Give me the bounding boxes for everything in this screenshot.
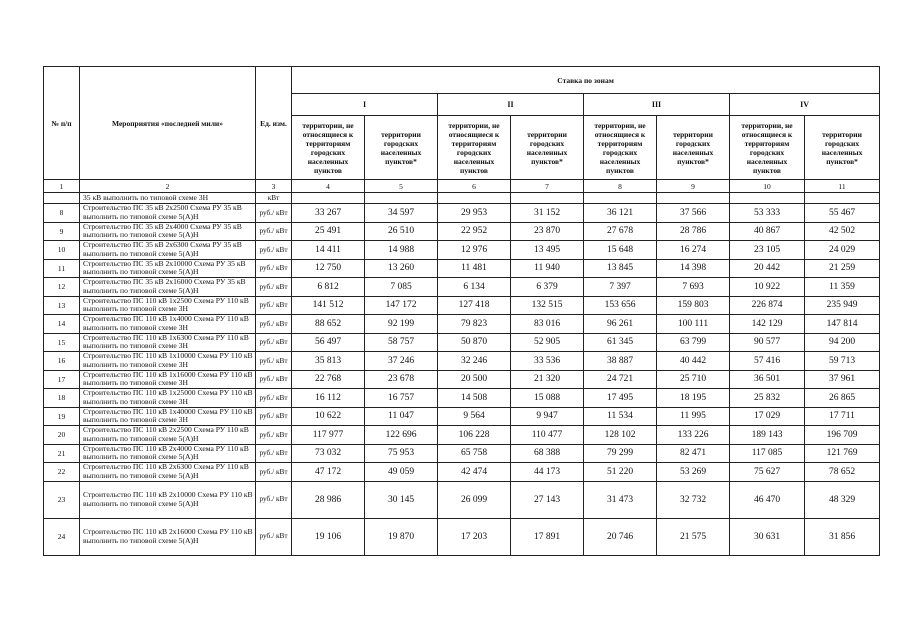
rate-cell: 27 678 bbox=[584, 222, 657, 241]
table-row bbox=[44, 426, 880, 445]
row-event-name: Строительство ПС 110 кВ 2x16000 Схема РУ 110 кВ выполнить по типовой схеме 5(А)Н bbox=[80, 518, 256, 555]
rate-cell: 90 577 bbox=[730, 333, 805, 352]
rate-cell: 6 379 bbox=[511, 278, 584, 297]
rate-cell: 48 329 bbox=[805, 481, 880, 518]
rate-cell: 57 416 bbox=[730, 352, 805, 371]
rate-cell: 46 470 bbox=[730, 481, 805, 518]
rate-cell: 159 803 bbox=[657, 296, 730, 315]
rate-cell: 28 986 bbox=[292, 481, 365, 518]
col-index: 4 bbox=[292, 180, 365, 193]
table-row bbox=[44, 518, 880, 555]
rate-cell: 59 713 bbox=[805, 352, 880, 371]
row-number: 14 bbox=[44, 315, 80, 334]
header-unit: Ед. изм. bbox=[256, 67, 292, 180]
table-row bbox=[44, 333, 880, 352]
table-row bbox=[44, 222, 880, 241]
rate-cell: 17 711 bbox=[805, 407, 880, 426]
table-row bbox=[44, 352, 880, 371]
rate-cell: 92 199 bbox=[365, 315, 438, 334]
rate-cell: 21 259 bbox=[805, 259, 880, 278]
row-unit: руб./ кВт bbox=[256, 222, 292, 241]
rate-cell: 6 812 bbox=[292, 278, 365, 297]
rate-cell: 14 398 bbox=[657, 259, 730, 278]
rate-cell: 33 536 bbox=[511, 352, 584, 371]
zone-2-nonurban-header: территории, не относящиеся к территориям городских населенных пунктов bbox=[438, 116, 511, 180]
row-number: 17 bbox=[44, 370, 80, 389]
table-row bbox=[44, 241, 880, 260]
rates-table bbox=[43, 66, 880, 556]
rate-cell: 50 870 bbox=[438, 333, 511, 352]
row-event-name: Строительство ПС 110 кВ 2x10000 Схема РУ 110 кВ выполнить по типовой схеме 5(А)Н bbox=[80, 481, 256, 518]
row-unit: руб./ кВт bbox=[256, 241, 292, 260]
rate-cell: 42 474 bbox=[438, 463, 511, 482]
rate-cell: 42 502 bbox=[805, 222, 880, 241]
rate-cell: 127 418 bbox=[438, 296, 511, 315]
row-number: 22 bbox=[44, 463, 80, 482]
rate-cell: 36 121 bbox=[584, 204, 657, 223]
rate-cell: 75 627 bbox=[730, 463, 805, 482]
rate-cell: 37 246 bbox=[365, 352, 438, 371]
row-event-name: Строительство ПС 110 кВ 1x10000 Схема РУ 110 кВ выполнить по типовой схеме 3Н bbox=[80, 352, 256, 371]
col-index: 3 bbox=[256, 180, 292, 193]
table-row bbox=[44, 204, 880, 223]
rate-cell: 52 905 bbox=[511, 333, 584, 352]
zone-4-urban-header: территории городских населенных пунктов* bbox=[805, 116, 880, 180]
row-unit: руб./ кВт bbox=[256, 278, 292, 297]
rate-cell: 47 172 bbox=[292, 463, 365, 482]
rate-cell: 30 145 bbox=[365, 481, 438, 518]
row-number: 10 bbox=[44, 241, 80, 260]
row-unit: руб./ кВт bbox=[256, 370, 292, 389]
rate-cell: 24 029 bbox=[805, 241, 880, 260]
rate-cell: 53 333 bbox=[730, 204, 805, 223]
rate-cell: 30 631 bbox=[730, 518, 805, 555]
rate-cell: 12 750 bbox=[292, 259, 365, 278]
row-event-name: Строительство ПС 110 кВ 1x40000 Схема РУ 110 кВ выполнить по типовой схеме 3Н bbox=[80, 407, 256, 426]
rate-cell: 63 799 bbox=[657, 333, 730, 352]
col-index: 2 bbox=[80, 180, 256, 193]
continuation-name: 35 кВ выполнить по типовой схеме 3Н bbox=[80, 193, 256, 204]
rate-cell: 196 709 bbox=[805, 426, 880, 445]
row-number: 24 bbox=[44, 518, 80, 555]
table-row bbox=[44, 278, 880, 297]
rate-cell: 11 940 bbox=[511, 259, 584, 278]
rate-cell: 24 721 bbox=[584, 370, 657, 389]
rate-cell: 235 949 bbox=[805, 296, 880, 315]
zone-4-header: IV bbox=[730, 94, 880, 116]
rate-cell: 88 652 bbox=[292, 315, 365, 334]
rate-cell: 18 195 bbox=[657, 389, 730, 408]
rate-cell: 10 922 bbox=[730, 278, 805, 297]
rate-cell: 78 652 bbox=[805, 463, 880, 482]
rate-cell: 9 564 bbox=[438, 407, 511, 426]
rate-cell: 44 173 bbox=[511, 463, 584, 482]
continuation-row bbox=[44, 193, 880, 204]
table-row bbox=[44, 296, 880, 315]
col-index: 6 bbox=[438, 180, 511, 193]
col-index: 8 bbox=[584, 180, 657, 193]
rate-cell: 14 988 bbox=[365, 241, 438, 260]
zone-3-urban-header: территории городских населенных пунктов* bbox=[657, 116, 730, 180]
rate-cell: 7 693 bbox=[657, 278, 730, 297]
row-event-name: Строительство ПС 110 кВ 2x4000 Схема РУ 110 кВ выполнить по типовой схеме 5(А)Н bbox=[80, 444, 256, 463]
row-number: 8 bbox=[44, 204, 80, 223]
rate-cell: 28 786 bbox=[657, 222, 730, 241]
rate-cell: 32 246 bbox=[438, 352, 511, 371]
zone-1-header: I bbox=[292, 94, 438, 116]
rate-cell: 96 261 bbox=[584, 315, 657, 334]
rate-cell: 13 495 bbox=[511, 241, 584, 260]
rate-cell: 51 220 bbox=[584, 463, 657, 482]
rate-cell: 83 016 bbox=[511, 315, 584, 334]
rate-cell: 153 656 bbox=[584, 296, 657, 315]
row-event-name: Строительство ПС 35 кВ 2x10000 Схема РУ 35 кВ выполнить по типовой схеме 5(А)Н bbox=[80, 259, 256, 278]
table-row bbox=[44, 444, 880, 463]
rate-cell: 25 832 bbox=[730, 389, 805, 408]
col-index: 1 bbox=[44, 180, 80, 193]
row-unit: руб./ кВт bbox=[256, 333, 292, 352]
rate-cell: 33 267 bbox=[292, 204, 365, 223]
table-row bbox=[44, 463, 880, 482]
rate-cell: 34 597 bbox=[365, 204, 438, 223]
rate-cell: 31 856 bbox=[805, 518, 880, 555]
rate-cell: 61 345 bbox=[584, 333, 657, 352]
rate-cell: 23 105 bbox=[730, 241, 805, 260]
rate-cell: 17 891 bbox=[511, 518, 584, 555]
row-number: 19 bbox=[44, 407, 80, 426]
row-number: 12 bbox=[44, 278, 80, 297]
rate-cell: 16 757 bbox=[365, 389, 438, 408]
col-index: 7 bbox=[511, 180, 584, 193]
rate-cell: 37 961 bbox=[805, 370, 880, 389]
rate-cell: 17 495 bbox=[584, 389, 657, 408]
row-number: 15 bbox=[44, 333, 80, 352]
rate-cell: 117 085 bbox=[730, 444, 805, 463]
rate-cell: 117 977 bbox=[292, 426, 365, 445]
zone-3-header: III bbox=[584, 94, 730, 116]
zone-4-nonurban-header: территории, не относящиеся к территориям городских населенных пунктов bbox=[730, 116, 805, 180]
row-unit: руб./ кВт bbox=[256, 315, 292, 334]
rate-cell: 79 299 bbox=[584, 444, 657, 463]
rate-cell: 132 515 bbox=[511, 296, 584, 315]
rate-cell: 11 481 bbox=[438, 259, 511, 278]
row-number: 20 bbox=[44, 426, 80, 445]
rate-cell: 58 757 bbox=[365, 333, 438, 352]
rate-cell: 11 534 bbox=[584, 407, 657, 426]
rate-cell: 9 947 bbox=[511, 407, 584, 426]
rate-cell: 94 200 bbox=[805, 333, 880, 352]
table-row bbox=[44, 389, 880, 408]
rate-cell: 26 099 bbox=[438, 481, 511, 518]
rate-cell: 14 508 bbox=[438, 389, 511, 408]
rate-cell: 14 411 bbox=[292, 241, 365, 260]
row-number: 9 bbox=[44, 222, 80, 241]
rate-cell: 37 566 bbox=[657, 204, 730, 223]
rate-cell: 27 143 bbox=[511, 481, 584, 518]
rate-cell: 22 768 bbox=[292, 370, 365, 389]
row-unit: руб./ кВт bbox=[256, 389, 292, 408]
rate-cell: 23 678 bbox=[365, 370, 438, 389]
rate-cell: 128 102 bbox=[584, 426, 657, 445]
rate-cell: 16 274 bbox=[657, 241, 730, 260]
rate-cell: 7 397 bbox=[584, 278, 657, 297]
rate-cell: 21 575 bbox=[657, 518, 730, 555]
row-unit: руб./ кВт bbox=[256, 518, 292, 555]
col-index: 5 bbox=[365, 180, 438, 193]
rate-cell: 7 085 bbox=[365, 278, 438, 297]
rate-cell: 100 111 bbox=[657, 315, 730, 334]
rate-cell: 189 143 bbox=[730, 426, 805, 445]
column-index-row bbox=[44, 180, 880, 193]
rate-cell: 141 512 bbox=[292, 296, 365, 315]
rate-cell: 147 814 bbox=[805, 315, 880, 334]
rate-cell: 106 228 bbox=[438, 426, 511, 445]
row-event-name: Строительство ПС 110 кВ 1x2500 Схема РУ 110 кВ выполнить по типовой схеме 3Н bbox=[80, 296, 256, 315]
table-row bbox=[44, 370, 880, 389]
rate-cell: 75 953 bbox=[365, 444, 438, 463]
rate-cell: 68 388 bbox=[511, 444, 584, 463]
row-event-name: Строительство ПС 110 кВ 2x6300 Схема РУ 110 кВ выполнить по типовой схеме 5(А)Н bbox=[80, 463, 256, 482]
rate-cell: 73 032 bbox=[292, 444, 365, 463]
header-no: № п/п bbox=[44, 67, 80, 180]
table-row bbox=[44, 407, 880, 426]
rate-cell: 36 501 bbox=[730, 370, 805, 389]
rate-cell: 12 976 bbox=[438, 241, 511, 260]
rate-cell: 15 648 bbox=[584, 241, 657, 260]
zone-1-urban-header: территории городских населенных пунктов* bbox=[365, 116, 438, 180]
rate-cell: 79 823 bbox=[438, 315, 511, 334]
rate-cell: 20 442 bbox=[730, 259, 805, 278]
rate-cell: 65 758 bbox=[438, 444, 511, 463]
table-row bbox=[44, 481, 880, 518]
rate-cell: 40 442 bbox=[657, 352, 730, 371]
zone-3-nonurban-header: территории, не относящиеся к территориям городских населенных пунктов bbox=[584, 116, 657, 180]
rate-cell: 31 473 bbox=[584, 481, 657, 518]
rate-cell: 11 995 bbox=[657, 407, 730, 426]
rate-cell: 19 870 bbox=[365, 518, 438, 555]
rate-cell: 20 746 bbox=[584, 518, 657, 555]
rate-cell: 26 865 bbox=[805, 389, 880, 408]
header-zones-title: Ставка по зонам bbox=[292, 67, 880, 94]
rate-cell: 35 813 bbox=[292, 352, 365, 371]
row-event-name: Строительство ПС 35 кВ 2x2500 Схема РУ 35 кВ выполнить по типовой схеме 5(А)Н bbox=[80, 204, 256, 223]
rate-cell: 55 467 bbox=[805, 204, 880, 223]
rate-cell: 15 088 bbox=[511, 389, 584, 408]
rate-cell: 22 952 bbox=[438, 222, 511, 241]
rate-cell: 226 874 bbox=[730, 296, 805, 315]
row-event-name: Строительство ПС 110 кВ 1x4000 Схема РУ 110 кВ выполнить по типовой схеме 3Н bbox=[80, 315, 256, 334]
continuation-unit: кВт bbox=[256, 193, 292, 204]
rate-cell: 26 510 bbox=[365, 222, 438, 241]
row-unit: руб./ кВт bbox=[256, 407, 292, 426]
rate-cell: 13 845 bbox=[584, 259, 657, 278]
header-event: Мероприятия «последней мили» bbox=[80, 67, 256, 180]
rate-cell: 49 059 bbox=[365, 463, 438, 482]
rate-cell: 23 870 bbox=[511, 222, 584, 241]
zone-1-nonurban-header: территории, не относящиеся к территориям городских населенных пунктов bbox=[292, 116, 365, 180]
rate-cell: 16 112 bbox=[292, 389, 365, 408]
rate-cell: 122 696 bbox=[365, 426, 438, 445]
col-index: 10 bbox=[730, 180, 805, 193]
rate-cell: 17 029 bbox=[730, 407, 805, 426]
rate-cell: 121 769 bbox=[805, 444, 880, 463]
rate-cell: 110 477 bbox=[511, 426, 584, 445]
table-row bbox=[44, 259, 880, 278]
row-number: 11 bbox=[44, 259, 80, 278]
rate-cell: 56 497 bbox=[292, 333, 365, 352]
row-event-name: Строительство ПС 110 кВ 1x6300 Схема РУ 110 кВ выполнить по типовой схеме 3Н bbox=[80, 333, 256, 352]
rate-cell: 25 491 bbox=[292, 222, 365, 241]
rate-cell: 40 867 bbox=[730, 222, 805, 241]
rate-cell: 31 152 bbox=[511, 204, 584, 223]
row-number: 16 bbox=[44, 352, 80, 371]
rate-cell: 82 471 bbox=[657, 444, 730, 463]
rate-cell: 38 887 bbox=[584, 352, 657, 371]
zone-2-header: II bbox=[438, 94, 584, 116]
row-unit: руб./ кВт bbox=[256, 481, 292, 518]
rate-cell: 32 732 bbox=[657, 481, 730, 518]
table-row bbox=[44, 315, 880, 334]
row-unit: руб./ кВт bbox=[256, 444, 292, 463]
rate-cell: 11 047 bbox=[365, 407, 438, 426]
rate-cell: 13 260 bbox=[365, 259, 438, 278]
row-number: 23 bbox=[44, 481, 80, 518]
rate-cell: 6 134 bbox=[438, 278, 511, 297]
row-event-name: Строительство ПС 110 кВ 1x16000 Схема РУ 110 кВ выполнить по типовой схеме 3Н bbox=[80, 370, 256, 389]
row-number: 21 bbox=[44, 444, 80, 463]
row-unit: руб./ кВт bbox=[256, 426, 292, 445]
row-unit: руб./ кВт bbox=[256, 463, 292, 482]
row-unit: руб./ кВт bbox=[256, 296, 292, 315]
row-event-name: Строительство ПС 35 кВ 2x6300 Схема РУ 35 кВ выполнить по типовой схеме 5(А)Н bbox=[80, 241, 256, 260]
rate-cell: 17 203 bbox=[438, 518, 511, 555]
rate-cell: 142 129 bbox=[730, 315, 805, 334]
rate-cell: 21 320 bbox=[511, 370, 584, 389]
rate-cell: 53 269 bbox=[657, 463, 730, 482]
rate-cell: 11 359 bbox=[805, 278, 880, 297]
col-index: 11 bbox=[805, 180, 880, 193]
col-index: 9 bbox=[657, 180, 730, 193]
row-unit: руб./ кВт bbox=[256, 259, 292, 278]
row-event-name: Строительство ПС 110 кВ 2x2500 Схема РУ 110 кВ выполнить по типовой схеме 5(А)Н bbox=[80, 426, 256, 445]
rate-cell: 25 710 bbox=[657, 370, 730, 389]
row-event-name: Строительство ПС 35 кВ 2x4000 Схема РУ 35 кВ выполнить по типовой схеме 5(А)Н bbox=[80, 222, 256, 241]
row-unit: руб./ кВт bbox=[256, 352, 292, 371]
zone-2-urban-header: территории городских населенных пунктов* bbox=[511, 116, 584, 180]
rate-cell: 20 500 bbox=[438, 370, 511, 389]
row-unit: руб./ кВт bbox=[256, 204, 292, 223]
rate-cell: 29 953 bbox=[438, 204, 511, 223]
rate-cell: 147 172 bbox=[365, 296, 438, 315]
row-number: 18 bbox=[44, 389, 80, 408]
rate-cell: 19 106 bbox=[292, 518, 365, 555]
rate-cell: 10 622 bbox=[292, 407, 365, 426]
row-event-name: Строительство ПС 35 кВ 2x16000 Схема РУ 35 кВ выполнить по типовой схеме 5(А)Н bbox=[80, 278, 256, 297]
row-number: 13 bbox=[44, 296, 80, 315]
row-event-name: Строительство ПС 110 кВ 1x25000 Схема РУ 110 кВ выполнить по типовой схеме 3Н bbox=[80, 389, 256, 408]
rate-cell: 133 226 bbox=[657, 426, 730, 445]
